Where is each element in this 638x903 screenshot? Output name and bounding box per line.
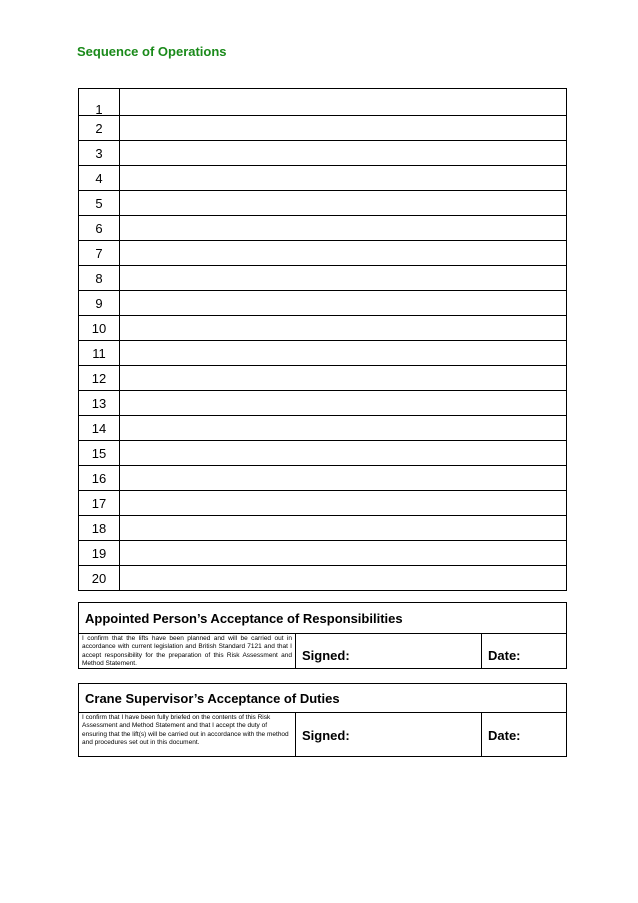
sequence-description-cell[interactable] [120, 491, 567, 516]
signed-label: Signed: [302, 727, 350, 743]
sequence-description-cell[interactable] [120, 291, 567, 316]
crane-supervisor-statement: I confirm that I have been fully briefed on the contents of this Risk Assessment and Method Statement and that I accept the duty of ensuring that the lift(s) will be carried out in accordance with the method and procedures set out in this document. [79, 713, 296, 757]
appointed-person-date-field[interactable] [482, 634, 566, 669]
sequence-description-cell[interactable] [120, 341, 567, 366]
sequence-row [79, 366, 567, 391]
sequence-row [79, 491, 567, 516]
sequence-number-label: 7 [95, 245, 103, 261]
appointed-person-statement: I confirm that the lifts have been planned and will be carried out in accordance with current legislation and British Standard 7121 and that I accept responsibility for the preparation of this Risk Assessment and Method Statement. [79, 634, 296, 669]
sequence-number [79, 466, 120, 491]
sequence-description-cell[interactable] [120, 216, 567, 241]
crane-supervisor-date-field[interactable] [482, 713, 566, 757]
page-title: Sequence of Operations [77, 44, 227, 59]
sequence-description-cell[interactable] [120, 566, 567, 591]
sequence-number [79, 566, 120, 591]
sequence-description-cell[interactable] [120, 89, 567, 116]
sequence-number [79, 391, 120, 416]
appointed-person-signed-field[interactable] [296, 634, 482, 669]
sequence-row [79, 266, 567, 291]
sequence-row [79, 116, 567, 141]
sequence-row [79, 241, 567, 266]
sequence-row [79, 191, 567, 216]
sequence-number-label: 4 [95, 170, 103, 186]
sequence-number-label: 12 [91, 370, 107, 386]
sequence-number-label: 11 [92, 345, 106, 361]
sequence-number [79, 441, 120, 466]
sequence-row [79, 416, 567, 441]
sequence-description-cell[interactable] [120, 191, 567, 216]
sequence-number [79, 316, 120, 341]
sequence-row [79, 466, 567, 491]
sequence-description-cell[interactable] [120, 366, 567, 391]
sequence-description-cell[interactable] [120, 391, 567, 416]
date-label: Date: [488, 727, 521, 743]
sequence-description-cell[interactable] [120, 241, 567, 266]
sequence-number-label: 9 [95, 295, 103, 311]
sequence-description-cell[interactable] [120, 166, 567, 191]
sequence-row [79, 516, 567, 541]
sequence-description-cell[interactable] [120, 541, 567, 566]
sequence-number [79, 541, 120, 566]
sequence-number-label: 1 [95, 102, 103, 117]
sequence-row [79, 166, 567, 191]
sequence-number-label: 10 [91, 320, 107, 336]
crane-supervisor-section [78, 683, 567, 757]
sequence-row [79, 316, 567, 341]
sequence-row [79, 216, 567, 241]
date-label: Date: [488, 648, 521, 663]
sequence-number [79, 266, 120, 291]
crane-supervisor-title: Crane Supervisor’s Acceptance of Duties [79, 684, 566, 713]
sequence-number-label: 2 [95, 120, 103, 136]
sequence-row [79, 541, 567, 566]
sequence-number [79, 491, 120, 516]
appointed-person-title: Appointed Person’s Acceptance of Responsibilities [79, 603, 566, 634]
sequence-number-label: 16 [91, 470, 107, 486]
sequence-description-cell[interactable] [120, 116, 567, 141]
sequence-number [79, 366, 120, 391]
sequence-description-cell[interactable] [120, 466, 567, 491]
sequence-number-label: 8 [95, 270, 103, 286]
sequence-number-label: 3 [95, 145, 103, 161]
sequence-description-cell[interactable] [120, 441, 567, 466]
sequence-number-label: 6 [95, 220, 103, 236]
sequence-number [79, 166, 120, 191]
sequence-description-cell[interactable] [120, 266, 567, 291]
sequence-number [79, 416, 120, 441]
sequence-description-cell[interactable] [120, 416, 567, 441]
sequence-number [79, 241, 120, 266]
sequence-number-label: 13 [91, 395, 107, 411]
appointed-person-section [78, 602, 567, 669]
sequence-number-label: 19 [91, 545, 107, 561]
sequence-number-label: 14 [91, 420, 107, 436]
sequence-number [79, 341, 120, 366]
crane-supervisor-signed-field[interactable] [296, 713, 482, 757]
sequence-description-cell[interactable] [120, 141, 567, 166]
sequence-number [79, 216, 120, 241]
sequence-row [79, 341, 567, 366]
sequence-row [79, 141, 567, 166]
sequence-number [79, 116, 120, 141]
signed-label: Signed: [302, 648, 350, 663]
sequence-number [79, 89, 120, 116]
sequence-number [79, 191, 120, 216]
sequence-number-label: 17 [91, 495, 107, 511]
sequence-number-label: 15 [91, 445, 107, 461]
sequence-number [79, 516, 120, 541]
sequence-number-label: 5 [95, 195, 103, 211]
sequence-row [79, 441, 567, 466]
sequence-description-cell[interactable] [120, 316, 567, 341]
sequence-number [79, 291, 120, 316]
sequence-table [78, 88, 567, 591]
sequence-number-label: 20 [91, 570, 107, 586]
sequence-number-label: 18 [91, 520, 107, 536]
sequence-row [79, 566, 567, 591]
sequence-row [79, 391, 567, 416]
sequence-row [79, 291, 567, 316]
sequence-row [79, 89, 567, 116]
sequence-number [79, 141, 120, 166]
sequence-description-cell[interactable] [120, 516, 567, 541]
